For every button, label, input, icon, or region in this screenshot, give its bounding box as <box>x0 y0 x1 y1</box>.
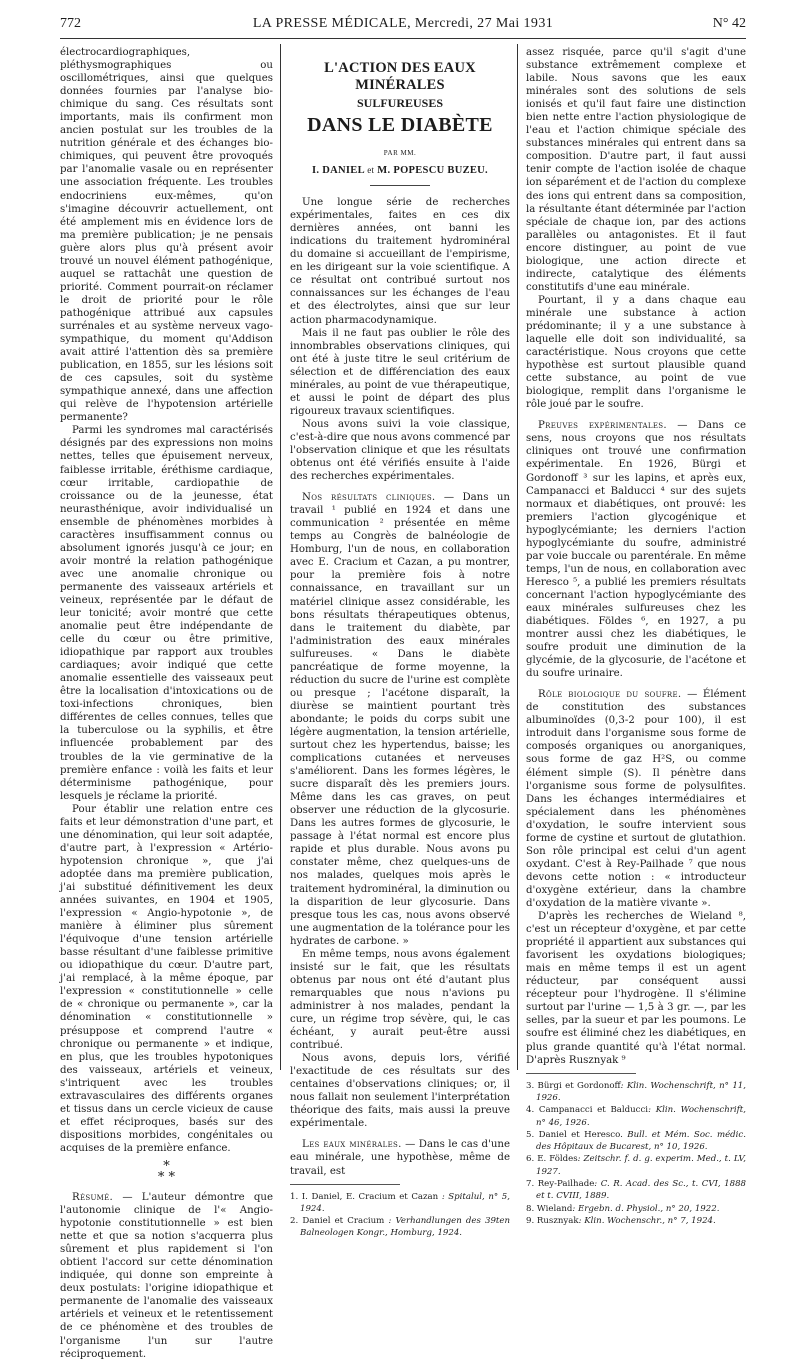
column-left <box>60 46 273 1360</box>
paragraph: Nous avons suivi la voie classique, c'est-à-dire que nous avons commencé par l'observation clinique et que les résultats obtenus ont été vérifiés ensuite à l'aide des recherches expérimentales. <box>290 418 510 483</box>
article-title-line-3: DANS LE DIABÈTE <box>307 114 493 136</box>
section-heading: Les eaux minérales. <box>302 1139 402 1151</box>
header-rule <box>60 38 746 39</box>
paragraph: Parmi les syndromes mal caractérisés désignés par des expressions non moins nettes, telles que épuisement nerveux, faiblesse irritable, éréthisme cardiaque, cœur irritable, cardiopathie de croissance ou de la jeunesse, état neurasthénique, avoir individualisé un ensemble de phénomènes morbides à caractères insuffisamment connus ou absolument ignorés jusqu'à ce jour; en avoir montré la relation pathogénique avec une anomalie chronique ou permanente des vaisseaux artériels et veineux, représentée par le défaut de leur tonicité; avoir montré que cette anomalie peut être indépendante de celle du cœur ou être primitive, idiopathique par rapport aux troubles cardiaques; avoir indiqué que cette anomalie essentielle des vaisseaux peut être la localisation d'intoxications ou de toxi-infections chroniques, bien différentes de celles connues, telles que la tuberculose ou la syphilis, et être influencée probablement par des troubles de la vie germinative de la première enfance : voilà les faits et leur déterminisme pathogénique, pour lesquels je réclame la priorité. <box>60 425 273 802</box>
author-1: I. DANIEL <box>312 165 365 177</box>
footnote: 2. Daniel et Cracium : Verhandlungen des 39ten Balneologen Kongr., Homburg, 1924. <box>290 1216 511 1239</box>
paragraph: Pourtant, il y a dans chaque eau minérale une substance à action prédominante; il y a une substance à laquelle elle doit son individualité, sa caractéristique. Nous croyons que cette hypothèse est surtout plausible quand cette substance, au point de vue biologique, remplit dans l'organisme le rôle joué par le soufre. <box>526 294 746 411</box>
page-header <box>60 16 746 36</box>
paragraph: Pour établir une relation entre ces faits et leur démonstration d'une part, et une dénomination, qui leur soit adaptée, d'autre part, à l'expression « Artério-hypotension chronique », que j'ai adoptée dans ma première publication, j'ai substitué définitivement les deux années suivantes, en 1904 et 1905, l'expression « Angio-hypotonie », de manière à éliminer plus sûrement l'équivoque d'une tension artérielle basse résultant d'une faiblesse primitive ou idiopathique du cœur. D'autre part, j'ai remplacé, à la même époque, par l'expression « constitutionnelle » celle de « chronique ou permanente », car la dénomination « constitutionnelle » présuppose et comprend l'autre « chronique ou permanente » et indique, en plus, que les troubles hypotoniques des vaisseaux, artériels et veineux, s'intriquent avec les troubles extravasculaires des différents organes et tissus dans un cercle vicieux de cause et effet réciproques, basés sur des dispositions morbides, congénitales ou acquises de la première enfance. <box>60 803 273 1154</box>
footnote: 6. E. Földes: Zeitschr. f. d. g. experim. Med., t. LV, 1927. <box>526 1154 746 1177</box>
footnotes <box>526 1080 746 1228</box>
section-paragraph: Preuves expérimentales. — Dans ce sens, nous croyons que nos résultats cliniques ont trouvé une confirmation expérimentale. En 1926, Bürgi et Gordonoff ³ sur les lapins, et après eux, Campanacci et Balducci ⁴ sur des sujets normaux et diabétiques, ont prouvé: les premiers l'action glycogénique et hypoglycémiante; les derniers l'action hypoglycémiante du soufre, administré par voie buccale ou parentérale. En même temps, l'un de nous, en collaboration avec Heresco ⁵, a publié les premiers résultats concernant l'action hypoglycémiante des eaux minérales sulfureuses chez les diabétiques. Földes ⁶, en 1927, a pu montrer aussi chez les diabétiques, le soufre produit une diminution de la glycémie, de la glycosurie, de l'acétone et du soufre urinaire. <box>526 420 746 680</box>
summary-paragraph <box>60 1191 273 1361</box>
column-middle <box>290 60 511 1239</box>
column-divider-2 <box>517 44 518 1070</box>
section-separator-stars: * * * <box>157 1158 176 1185</box>
footnote: 5. Daniel et Heresco. Bull. et Mém. Soc. médic. des Hôpitaux de Bucarest, n° 10, 1926. <box>526 1129 746 1153</box>
article-title-line-2: SULFUREUSES <box>356 96 444 110</box>
article-authors <box>290 164 510 177</box>
title-rule <box>370 185 430 186</box>
footnote-rule <box>290 1184 400 1185</box>
article-title-line-1: L'ACTION DES EAUX MINÉRALES <box>324 60 476 93</box>
section-paragraph: Les eaux minérales. — Dans le cas d'une eau minérale, une hypothèse, même de travail, est <box>290 1139 510 1177</box>
footnote: 7. Rey-Pailhade: C. R. Acad. des Sc., t. CVI, 1888 et t. CVIII, 1889. <box>526 1178 746 1202</box>
footnotes <box>290 1191 510 1240</box>
column-right <box>526 46 746 1226</box>
page-number: 772 <box>60 16 81 31</box>
section-paragraph: Nos résultats cliniques. — Dans un travail ¹ publié en 1924 et dans une communication ² présentée en même temps au Congrès de balnéologie de Homburg, l'un de nous, en collaboration avec E. Cracium et Cazan, a pu montrer, pour la première fois à notre connaissance, en travaillant sur un matériel clinique assez considérable, les bons résultats thérapeutiques obtenus, dans le traitement du diabète, par l'administration des eaux minérales sulfureuses. « Dans le diabète pancréatique de forme moyenne, la réduction du sucre de l'urine est complète ou presque ; l'acétone disparaît, la diurèse se maintient pourtant très abondante; le poids du corps subit une légère augmentation, la tension artérielle, surtout chez les hypertendus, baisse; les complications cutanées et nerveuses s'améliorent. Dans les formes légères, le sucre disparaît dès les premiers jours. Même dans les cas graves, on peut observer une réduction de la glycosurie. Dans les autres formes de glycosurie, le passage à l'état normal est encore plus rapide et plus durable. Nous avons pu constater même, chez quelques-uns de nos malades, quelques mois après le traitement hydrominéral, la diminution ou la disparition de leur glycosurie. Dans presque tous les cas, nous avons observé une augmentation de la tolérance pour les hydrates de carbone. » <box>290 492 510 947</box>
footnote: 3. Bürgi et Gordonoff: Klin. Wochenschrift, n° 11, 1926. <box>526 1080 746 1103</box>
paragraph: En même temps, nous avons également insisté sur le fait, que les résultats obtenus par nous ont été d'autant plus remarquables que nous n'avions pu administrer à nos malades, pendant la cure, un régime trop sévère, qui, le cas échéant, y aurait peut-être aussi contribué. <box>290 948 510 1052</box>
paragraph: Mais il ne faut pas oublier le rôle des innombrables observations cliniques, qui ont été à juste titre le seul critérium de sélection et de différenciation des eaux minérales, au point de vue thérapeutique, et aussi le point de départ des plus rigoureux travaux scientifiques. <box>290 327 510 417</box>
footnote: 4. Campanacci et Balducci: Klin. Wochenschrift, n° 46, 1926. <box>526 1105 746 1128</box>
author-conjunction: et <box>367 165 375 176</box>
summary-label: Résumé. <box>72 1191 114 1203</box>
footnote: 8. Wieland: Ergebn. d. Physiol., n° 20, 1922. <box>526 1203 720 1214</box>
paragraph: Une longue série de recherches expérimentales, faites en ces dix dernières années, ont banni les indications du traitement hydrominéral du domaine si accueillant de l'empirisme, en les dirigeant sur la voie scientifique. A ce résultat ont contribué surtout nos connaissances sur les échanges de l'eau et des électrolytes, ainsi que sur leur action pharmacodynamique. <box>290 197 510 326</box>
column-divider-1 <box>280 44 281 1070</box>
section-heading: Rôle biologique du soufre. <box>538 689 682 701</box>
footnote: 1. I. Daniel, E. Cracium et Cazan : Spitalul, n° 5, 1924. <box>290 1191 510 1214</box>
section-heading: Nos résultats cliniques. <box>302 492 436 504</box>
journal-title: LA PRESSE MÉDICALE, Mercredi, 27 Mai 1931 <box>252 16 554 31</box>
paragraph: Nous avons, depuis lors, vérifié l'exactitude de ces résultats sur des centaines d'observations cliniques; or, il nous fallait non seulement l'interprétation théorique des faits, mais aussi la preuve expérimentale. <box>290 1053 510 1130</box>
section-heading: Preuves expérimentales. <box>538 420 667 432</box>
article-heading <box>290 60 510 186</box>
paragraph: assez risquée, parce qu'il s'agit d'une substance extrêmement complexe et labile. Nous savons que les eaux minérales sont des solutions de sels ionisés et qu'il faut faire une distinction bien nette entre l'action physiologique de l'eau et l'action chimique spéciale des substances minérales qui entrent dans sa composition. D'autre part, il faut aussi tenir compte de l'action isolée de chaque ion séparément et de l'action du complexe des ions qui entrent dans sa composition, la résultante étant déterminée par l'action spéciale de chaque ion, par des actions parallèles ou antagonistes. Et il faut encore distinguer, au point de vue biologique, une action directe et indirecte, catalytique des éléments constitutifs d'une eau minérale. <box>526 47 746 293</box>
byline-par: PAR MM. <box>383 149 417 157</box>
issue-number: N° 42 <box>712 16 746 31</box>
footnote: 9. Rusznyak: Klin. Wochenschr., n° 7, 1924. <box>526 1215 716 1226</box>
author-2: M. POPESCU BUZEU. <box>377 165 488 177</box>
footnote-rule <box>526 1073 636 1074</box>
summary-text: — L'auteur démontre que l'autonomie clinique de l'« Angio-hypotonie constitutionnelle » est bien nette et que sa notion s'acquerra plus sûrement et plus rapidement si l'on obtient l'accord sur cette dénomination indiquée, qui donne son empreinte à deux postulats: l'origine idiopathique et permanente de l'anomalie des vaisseaux artériels et veineux et le retentissement de ce phénomène et des troubles de l'organisme l'un sur l'autre réciproquement. <box>60 1191 273 1360</box>
paragraph: électrocardiographiques, pléthysmographiques ou oscillométriques, ainsi que quelques données fournies par l'analyse bio-chimique du sang. Ces résultats sont importants, mais ils confirment mon ancien postulat sur les troubles de la nutrition générale et des échanges bio-chimiques, qui peuvent être provoqués par l'anomalie vasale ou en représenter une association fréquente. Les troubles endocriniens eux-mêmes, qu'on s'imagine découvrir actuellement, ont été amplement mis en évidence lors de ma première publication; je ne pensais guère alors plus qu'à présent avoir trouvé un nouvel élément pathogénique, auquel se rattachât une question de priorité. Comment pourrait-on réclamer le droit de priorité pour le rôle pathogénique attribué aux capsules surrénales et au système nerveux vago-sympathique, du moment qu'Addison avait attiré l'attention dès sa première publication, en 1855, sur les lésions soit de ces capsules, soit du système sympathique annexé, dans une affection qui relève de l'hypotension artérielle permanente? <box>60 47 273 424</box>
section-paragraph: Rôle biologique du soufre. — Élément de constitution des substances albuminoïdes (0,3-2 pour 100), il est introduit dans l'organisme sous forme de composés organiques ou anorganiques, sous forme de gaz H²S, ou comme élément simple (S). Il pénètre dans l'organisme sous forme de polysulfites. Dans les échanges intermédiaires et spécialement dans les phénomènes d'oxydation, le soufre intervient sous forme de cystine et surtout de glutathion. Son rôle principal est celui d'un agent oxydant. C'est à Rey-Pailhade ⁷ que nous devons cette notion : « introducteur d'oxygène extérieur, dans la chambre d'oxydation de la matière vivante ». <box>526 689 746 909</box>
paragraph: D'après les recherches de Wieland ⁸, c'est un récepteur d'oxygène, et par cette propriété il appartient aux substances qui favorisent les oxydations biologiques; mais en même temps il est un agent réducteur, par conséquent aussi récepteur pour l'hydrogène. Il s'élimine surtout par l'urine — 1,5 à 3 gr. —, par les selles, par la sueur et par les poumons. Le soufre est éliminé chez les diabétiques, en plus grande quantité qu'à l'état normal. D'après Rusznyak ⁹ <box>526 911 746 1066</box>
